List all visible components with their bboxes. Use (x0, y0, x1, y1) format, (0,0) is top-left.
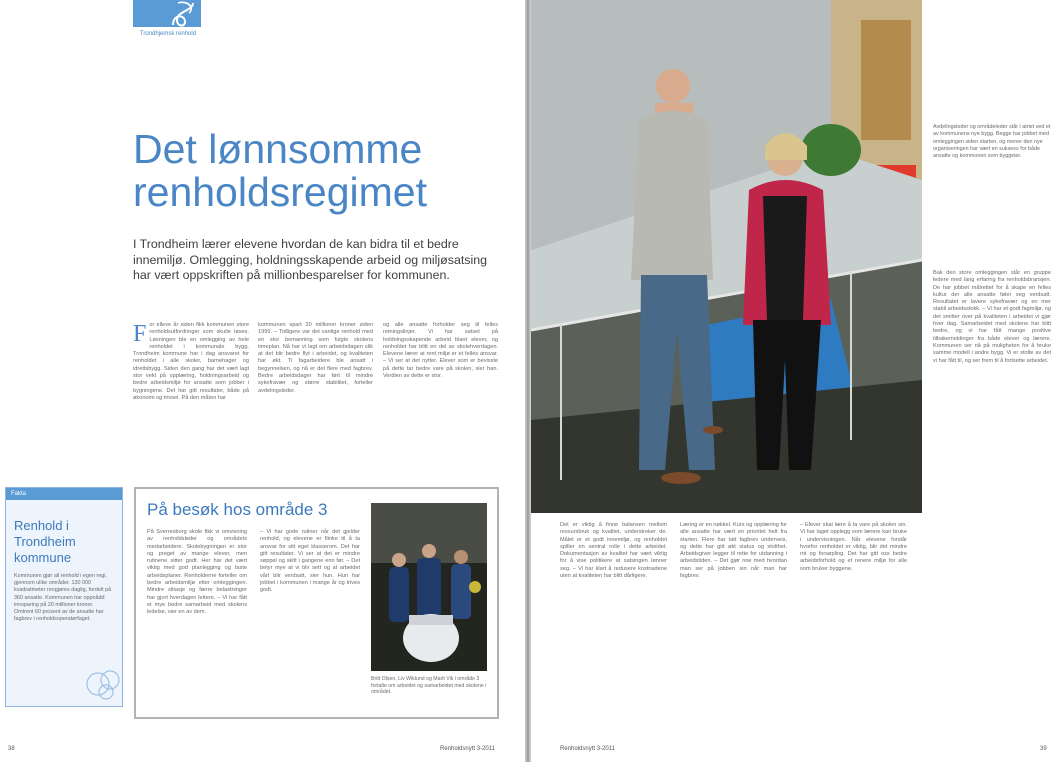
fact-box-tag: Fakta (6, 488, 122, 500)
body-column-3 (383, 322, 498, 380)
left-page (0, 0, 525, 762)
body-text: or elleve år siden fikk kommunen store renholdsutfordringer som skulle løses. Løsningen ble en omlegging av hele renholdet i kommunale bygg. Trondheim kommune har i dag ansvaret for renholdet i alle skoler, barnehager og idrettsbygg. Siden den gang har det vært lagt stor vekt på opplæring, holdningsarbeid og bedre arbeidsmiljø for ansatte som jobber i bygningene. Det har gitt resultater, både på økonomi og trivsel. På den måten har (133, 322, 249, 401)
visit-photo (371, 503, 487, 671)
magazine-name: Renholdsnytt 3-2011 (440, 746, 495, 752)
article-headline: Det lønnsomme renholdsregimet (133, 126, 427, 215)
logo-caption: Trondhjemsk renhold (139, 31, 197, 37)
body-text: Læring er en nøkkel. Kurs og opplæring for alle ansatte har vært en prioritet helt fra starten. Flere har tatt fagbrev underveis, og dette har gitt økt status og stolthet. Arbeidsgiver legger til rette for utdanning i arbeidstiden. – Det gjør noe med hvordan man ser på jobben sin når man har fagbrev. (680, 522, 787, 580)
page-number: 39 (1040, 746, 1047, 752)
fact-box-title: Renhold i Trondheim kommune (14, 518, 76, 565)
main-photo (531, 0, 922, 513)
fact-box-text: Kommunen gjør all renhold i egen regi, gjennom ulike områder. 130 000 kvadratmeter rengjøres daglig, fordelt på 360 ansatte. Kommunen har oppnådd innsparing på 20 millioner kroner. Omtrent 60 prosent av de ansatte har fagbrev i renholdsoperatørfaget. (14, 573, 112, 623)
body-text: kommunen spart 20 millioner kroner siden 1999. – Tidligere var det vanlige renhold med en stor bemanning som fulgte skolens timeplan. Nå har vi lagt om arbeidsdagen slik at det blir bedre flyt i arbeidet, og kvaliteten har økt. Ti fagarbeidere ble ansatt i begynnelsen, og nå er det flere med fagbrev. Bedre arbeidsdager har ført til mindre sykefravær og større stabilitet, forteller avdelingsleder. (258, 322, 373, 394)
page-number: 38 (8, 746, 15, 752)
visit-text: På Sverresborg skole fikk vi omvisning av renholdsleder og områdets medarbeidere. Skolebygningen er stor og preget av mange elever, men rutinene sitter godt. Her har det vært viktig med god planlegging og faste arbeidsplaner. Renholderne forteller om bedre arbeidsmiljø etter omleggingen. Mindre slitasje og færre belastninger har gjort hverdagen lettere. – Vi har fått et mye bedre samarbeid med skolens ledelse, sier en av dem. (147, 529, 247, 616)
body-column-2 (258, 322, 373, 395)
body-text: Bak den store omleggingen står en gruppe ledere med lang erfaring fra renholdsbransjen. De har jobbet målrettet for å skape en felles kultur der alle ansatte føler seg verdsatt. Resultatet er lavere sykefravær og en mer stabil arbeidsstokk. – Vi har et godt fagmiljø, og det smitter over på kvaliteten i arbeidet vi gjør hver dag. Samarbeidet med skolene har blitt bedre, og vi har fått mange positive tilbakemeldinger fra både elever og lærere. Kommunen ser nå på muligheten for å bruke samme modell i andre bygg. Vi er stolte av det vi har fått til, og ser frem til å fortsette arbeidet. (933, 270, 1051, 364)
body-column-1 (133, 322, 249, 402)
section-logo (133, 0, 201, 27)
visit-column-1 (147, 529, 247, 617)
fact-box (5, 487, 123, 707)
article-lead: I Trondheim lærer elevene hvordan de kan bidra til et bedre innemiljø. Omlegging, holdningsskapende arbeid og miljøsatsing har vært oppskriften på millionbesparelser for kommunen. (133, 237, 488, 283)
right-column-1 (560, 522, 667, 580)
right-column-4 (933, 270, 1051, 365)
visit-column-2 (260, 529, 360, 595)
body-text: og alle ansatte forholder seg til felles retningslinjer. Vi har satset på holdningsskapende arbeid blant elever, og renholdet har blitt en del av skolehverdagen. Elevene lærer at rent miljø er et felles ansvar. – Vi ser at det nytter. Elever som er bevisste på dette tar bedre vare på skolen, sier han. Verdien av dette er stor. (383, 322, 498, 380)
visit-text: – Vi har gode rutiner når det gjelder renhold, og elevene er flinke til å ta ansvar for sitt eget klasserom. Det har gitt resultater. Vi ser at det er mindre søppel og skitt i gangene enn før. – Det betyr mye at vi blir sett og at arbeidet vårt blir verdsatt, sier hun. Hun har jobbet i kommunen i mange år og trives godt. (260, 529, 360, 594)
visit-box (134, 487, 499, 719)
drop-cap: F (133, 321, 147, 347)
visit-photo-caption: Britt Olsen, Liv Wiklund og Marit Vik i område 3 fortalte om arbeidet og samarbeidet med skolene i området. (371, 676, 487, 696)
body-text: – Elever skal lære å ta vare på skolen sin. Vi har laget opplegg som lærere kan bruke i undervisningen. Når elevene forstår hvorfor renholdet er viktig, blir det mindre rot og forsøpling. Det har gitt oss bedre arbeidsforhold og et renere miljø for alle som bruker byggene. (800, 522, 907, 572)
visit-box-title: På besøk hos område 3 (147, 500, 328, 519)
photo-caption: Avdelingsleder og områdeleder står i atriet ved et av kommunens nye bygg. Begge har jobbet med omleggingen siden starten, og mener den nye organiseringen har vært en suksess for både ansatte og kommunen som byggeier. (933, 124, 1051, 160)
body-text: Det er viktig å finne balansen mellom ressursbruk og kvalitet, understreker de. Målet er et godt innemiljø, og renholdet spiller en sentral rolle i dette arbeidet. Dokumentasjon av kvalitet har vært viktig for å vise politikere at satsingen lønner seg. – Vi har klart å redusere kostnadene uten at kvaliteten har blitt dårligere. (560, 522, 667, 580)
magazine-name: Renholdsnytt 3-2011 (560, 746, 615, 752)
right-column-2 (680, 522, 787, 580)
right-column-3 (800, 522, 907, 573)
decorative-circles-icon (84, 666, 124, 702)
